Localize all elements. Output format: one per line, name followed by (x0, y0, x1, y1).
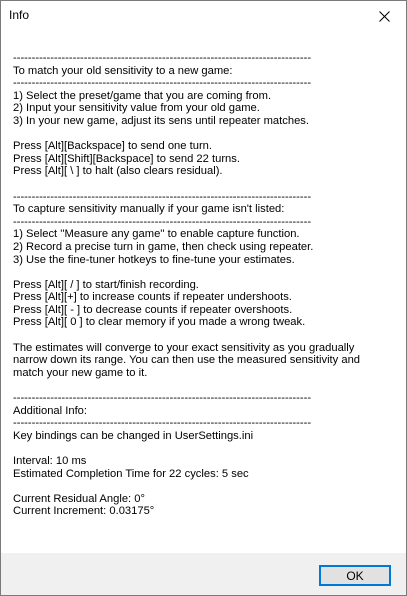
message-line: 2) Input your sensitivity value from your old game. (13, 102, 260, 115)
message-line: Interval: 10 ms (13, 455, 87, 467)
message-line (13, 480, 398, 493)
message-line: Key bindings can be changed in UserSettings.ini (13, 429, 254, 442)
message-line: Press [Alt][ - ] to decrease counts if repeater overshoots. (13, 303, 293, 316)
ok-button[interactable]: OK (319, 565, 391, 586)
message-line: Current Increment: 0.03175° (13, 505, 155, 518)
message-line (13, 266, 398, 279)
message-line: The estimates will converge to your exact sensitivity as you gradually (13, 341, 355, 354)
message-line: -------------------------------------------------------------------------------- (13, 190, 312, 203)
message-text (13, 52, 398, 518)
message-line: Press [Alt][ 0 ] to clear memory if you made a wrong tweak. (13, 316, 306, 329)
message-line: -------------------------------------------------------------------------------- (13, 52, 312, 64)
message-line: match your new game to it. (13, 366, 148, 379)
message-line: Current Residual Angle: 0° (13, 492, 145, 505)
message-line (13, 379, 398, 392)
close-icon (379, 7, 390, 26)
message-area (1, 31, 406, 553)
message-line: Press [Alt][ / ] to start/finish recording. (13, 278, 199, 291)
message-line: 1) Select ''Measure any game'' to enable capture function. (13, 228, 300, 241)
message-line: -------------------------------------------------------------------------------- (13, 215, 312, 228)
window-title: Info (9, 8, 30, 22)
message-line: Press [Alt][ \ ] to halt (also clears residual). (13, 165, 223, 178)
message-line: To match your old sensitivity to a new game: (13, 64, 233, 77)
message-line (13, 329, 398, 342)
message-line: Press [Alt][Shift][Backspace] to send 22 turns. (13, 152, 240, 165)
message-line: To capture sensitivity manually if your game isn't listed: (13, 203, 285, 216)
title-bar[interactable] (1, 1, 406, 31)
message-line (13, 128, 398, 141)
message-line: Estimated Completion Time for 22 cycles: 5 sec (13, 467, 249, 480)
message-line: -------------------------------------------------------------------------------- (13, 392, 312, 405)
message-line: -------------------------------------------------------------------------------- (13, 417, 312, 430)
message-line (13, 442, 398, 455)
button-bar (1, 553, 406, 595)
message-line: 3) In your new game, adjust its sens until repeater matches. (13, 114, 309, 127)
message-line: Press [Alt][+] to increase counts if repeater undershoots. (13, 291, 292, 304)
message-line: 3) Use the fine-tuner hotkeys to fine-tune your estimates. (13, 253, 295, 266)
message-line: -------------------------------------------------------------------------------- (13, 77, 312, 90)
message-line (13, 178, 398, 191)
message-line: 1) Select the preset/game that you are coming from. (13, 89, 272, 102)
close-button[interactable] (362, 1, 406, 31)
message-line: Press [Alt][Backspace] to send one turn. (13, 140, 212, 153)
message-line: narrow down its range. You can then use the measured sensitivity and (13, 354, 361, 367)
message-line: Additional Info: (13, 404, 88, 417)
message-line: 2) Record a precise turn in game, then check using repeater. (13, 240, 314, 253)
